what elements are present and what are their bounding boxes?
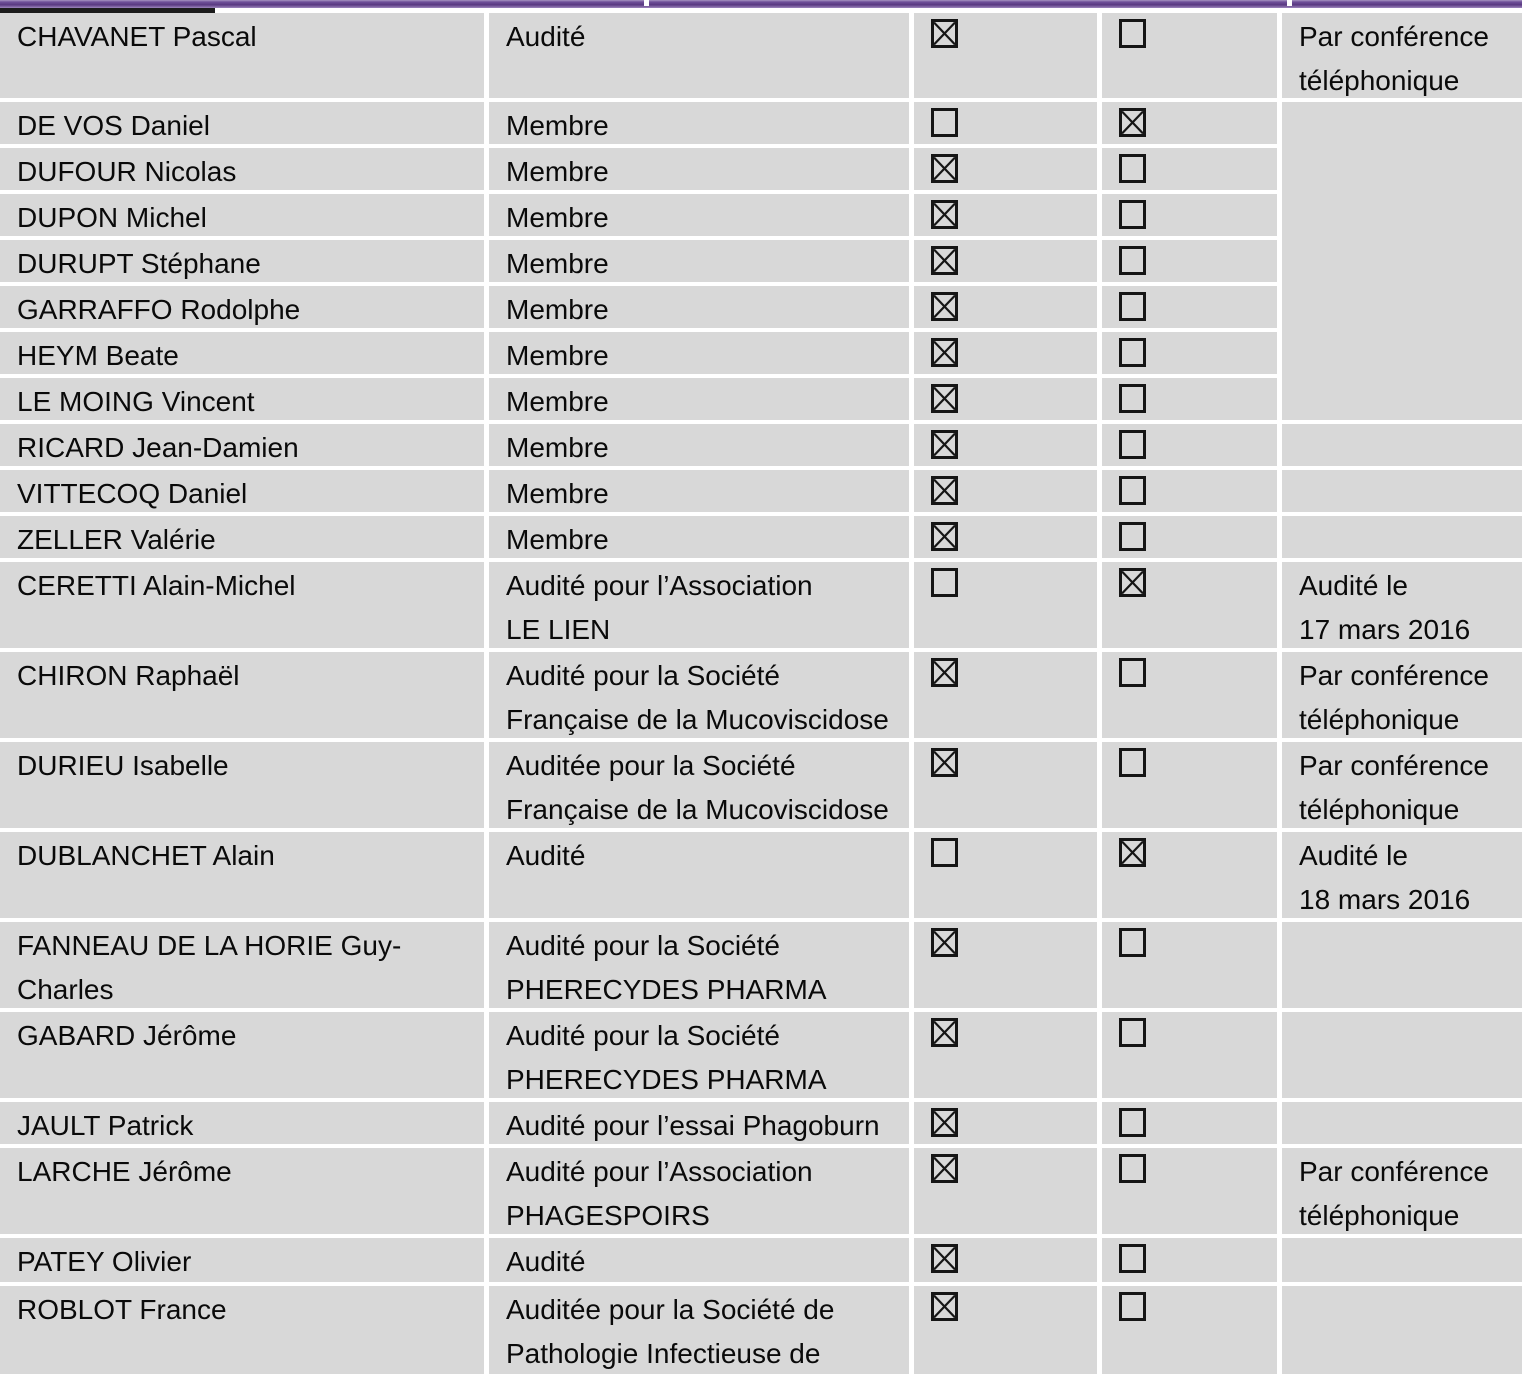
cell-line: Par conférence — [1299, 750, 1489, 781]
checkbox-checked-icon — [1119, 568, 1146, 597]
note-cell — [1282, 516, 1522, 558]
name-cell — [0, 1148, 484, 1234]
checkbox-second-cell — [1102, 148, 1277, 190]
cell-line: ZELLER Valérie — [17, 524, 216, 555]
checkbox-unchecked-icon — [1119, 1108, 1146, 1137]
checkbox-checked-icon — [931, 748, 958, 777]
checkbox-checked-icon — [931, 338, 958, 367]
checkbox-second-cell — [1102, 742, 1277, 828]
checkbox-second-cell — [1102, 13, 1277, 98]
role-cell — [489, 1012, 909, 1098]
note-cell — [1282, 922, 1522, 1008]
name-cell — [0, 13, 484, 98]
checkbox-second-cell — [1102, 240, 1277, 282]
checkbox-checked-icon — [931, 476, 958, 505]
note-cell-merged — [1282, 102, 1522, 420]
checkbox-first-cell — [914, 652, 1097, 738]
name-cell — [0, 832, 484, 918]
role-cell — [489, 652, 909, 738]
cell-line: PHERECYDES PHARMA — [506, 974, 827, 1005]
name-cell — [0, 470, 484, 512]
checkbox-first-cell — [914, 240, 1097, 282]
checkbox-second-cell — [1102, 1102, 1277, 1144]
name-cell — [0, 562, 484, 648]
checkbox-unchecked-icon — [1119, 338, 1146, 367]
checkbox-second-cell — [1102, 832, 1277, 918]
name-cell — [0, 194, 484, 236]
role-cell — [489, 1238, 909, 1282]
cell-line: CHIRON Raphaël — [17, 660, 240, 691]
note-cell — [1282, 562, 1522, 648]
checkbox-second-cell — [1102, 470, 1277, 512]
name-cell — [0, 240, 484, 282]
checkbox-second-cell — [1102, 1238, 1277, 1282]
checkbox-checked-icon — [931, 928, 958, 957]
name-cell — [0, 516, 484, 558]
checkbox-first-cell — [914, 470, 1097, 512]
top-purple-rule — [0, 0, 1522, 8]
cell-line: Membre — [506, 386, 609, 417]
checkbox-first-cell — [914, 562, 1097, 648]
checkbox-checked-icon — [1119, 838, 1146, 867]
checkbox-checked-icon — [931, 430, 958, 459]
cell-line: Membre — [506, 524, 609, 555]
note-cell — [1282, 742, 1522, 828]
checkbox-unchecked-icon — [1119, 1292, 1146, 1321]
cell-line: téléphonique — [1299, 704, 1460, 735]
cell-line: Par conférence — [1299, 660, 1489, 691]
cell-line: DUFOUR Nicolas — [17, 156, 237, 187]
cell-line: Audité — [506, 840, 586, 871]
checkbox-second-cell — [1102, 332, 1277, 374]
role-cell — [489, 922, 909, 1008]
cell-line: HEYM Beate — [17, 340, 179, 371]
checkbox-first-cell — [914, 13, 1097, 98]
cell-line: VITTECOQ Daniel — [17, 478, 248, 509]
cell-line: LE MOING Vincent — [17, 386, 255, 417]
cell-line: DUPON Michel — [17, 202, 207, 233]
cell-line: Membre — [506, 478, 609, 509]
cell-line: Française de la Mucoviscidose — [506, 794, 889, 825]
role-cell — [489, 194, 909, 236]
checkbox-first-cell — [914, 1148, 1097, 1234]
checkbox-unchecked-icon — [1119, 200, 1146, 229]
cell-line: FANNEAU DE LA HORIE Guy- — [17, 930, 402, 961]
checkbox-first-cell — [914, 194, 1097, 236]
cell-line: Par conférence — [1299, 1156, 1489, 1187]
checkbox-second-cell — [1102, 378, 1277, 420]
checkbox-second-cell — [1102, 562, 1277, 648]
checkbox-first-cell — [914, 1238, 1097, 1282]
checkbox-unchecked-icon — [931, 108, 958, 137]
checkbox-second-cell — [1102, 922, 1277, 1008]
role-cell — [489, 1286, 909, 1374]
checkbox-unchecked-icon — [1119, 430, 1146, 459]
checkbox-unchecked-icon — [1119, 748, 1146, 777]
cell-line: Membre — [506, 340, 609, 371]
name-cell — [0, 102, 484, 144]
role-cell — [489, 102, 909, 144]
checkbox-unchecked-icon — [1119, 154, 1146, 183]
checkbox-first-cell — [914, 424, 1097, 466]
name-cell — [0, 1102, 484, 1144]
cell-line: DURIEU Isabelle — [17, 750, 229, 781]
checkbox-checked-icon — [931, 658, 958, 687]
checkbox-checked-icon — [931, 522, 958, 551]
cell-line: Audité pour l’Association — [506, 1156, 813, 1187]
checkbox-unchecked-icon — [1119, 522, 1146, 551]
cell-line: LARCHE Jérôme — [17, 1156, 232, 1187]
note-cell — [1282, 1102, 1522, 1144]
cell-line: CHAVANET Pascal — [17, 21, 257, 52]
cell-line: Audité pour la Société — [506, 1020, 780, 1051]
cell-line: CERETTI Alain-Michel — [17, 570, 296, 601]
role-cell — [489, 1102, 909, 1144]
checkbox-unchecked-icon — [1119, 292, 1146, 321]
checkbox-first-cell — [914, 742, 1097, 828]
cell-line: Membre — [506, 248, 609, 279]
checkbox-unchecked-icon — [1119, 658, 1146, 687]
note-cell — [1282, 424, 1522, 466]
checkbox-unchecked-icon — [1119, 1154, 1146, 1183]
rule-gap — [1287, 0, 1292, 6]
cell-line: Audité — [506, 1246, 586, 1277]
name-cell — [0, 922, 484, 1008]
name-cell — [0, 1238, 484, 1282]
cell-line: PATEY Olivier — [17, 1246, 192, 1277]
checkbox-checked-icon — [931, 1154, 958, 1183]
cell-line: Audité pour la Société — [506, 660, 780, 691]
rule-gap — [644, 0, 649, 6]
note-cell — [1282, 470, 1522, 512]
name-cell — [0, 424, 484, 466]
role-cell — [489, 332, 909, 374]
cell-line: Par conférence — [1299, 21, 1489, 52]
checkbox-checked-icon — [931, 19, 958, 48]
cell-line: Charles — [17, 974, 114, 1005]
cell-line: Audité pour l’Association — [506, 570, 813, 601]
name-cell — [0, 652, 484, 738]
checkbox-second-cell — [1102, 424, 1277, 466]
cell-line: PHERECYDES PHARMA — [506, 1064, 827, 1095]
checkbox-second-cell — [1102, 1148, 1277, 1234]
cell-line: téléphonique — [1299, 65, 1460, 96]
checkbox-first-cell — [914, 286, 1097, 328]
checkbox-unchecked-icon — [1119, 476, 1146, 505]
role-cell — [489, 516, 909, 558]
role-cell — [489, 286, 909, 328]
cell-line: RICARD Jean-Damien — [17, 432, 299, 463]
checkbox-unchecked-icon — [931, 838, 958, 867]
checkbox-checked-icon — [931, 246, 958, 275]
checkbox-second-cell — [1102, 102, 1277, 144]
checkbox-first-cell — [914, 102, 1097, 144]
checkbox-unchecked-icon — [1119, 1018, 1146, 1047]
checkbox-second-cell — [1102, 194, 1277, 236]
name-cell — [0, 286, 484, 328]
role-cell — [489, 562, 909, 648]
checkbox-second-cell — [1102, 516, 1277, 558]
cell-line: ROBLOT France — [17, 1294, 227, 1325]
cell-line: 17 mars 2016 — [1299, 614, 1471, 645]
cell-line: Audité pour l’essai Phagoburn — [506, 1110, 880, 1141]
note-cell — [1282, 1286, 1522, 1374]
role-cell — [489, 13, 909, 98]
cell-line: Audité — [506, 21, 586, 52]
name-cell — [0, 332, 484, 374]
checkbox-first-cell — [914, 832, 1097, 918]
checkbox-unchecked-icon — [1119, 246, 1146, 275]
checkbox-second-cell — [1102, 1286, 1277, 1374]
cell-line: Membre — [506, 156, 609, 187]
cell-line: Française de la Mucoviscidose — [506, 704, 889, 735]
checkbox-checked-icon — [931, 1018, 958, 1047]
cell-line: GABARD Jérôme — [17, 1020, 237, 1051]
role-cell — [489, 424, 909, 466]
checkbox-second-cell — [1102, 286, 1277, 328]
checkbox-unchecked-icon — [1119, 384, 1146, 413]
checkbox-checked-icon — [1119, 108, 1146, 137]
checkbox-checked-icon — [931, 1244, 958, 1273]
cell-line: GARRAFFO Rodolphe — [17, 294, 301, 325]
cell-line: Audité le — [1299, 570, 1408, 601]
checkbox-second-cell — [1102, 1012, 1277, 1098]
checkbox-checked-icon — [931, 1108, 958, 1137]
name-cell — [0, 742, 484, 828]
checkbox-checked-icon — [931, 384, 958, 413]
cell-line: téléphonique — [1299, 794, 1460, 825]
cell-line: Auditée pour la Société de — [506, 1294, 835, 1325]
checkbox-checked-icon — [931, 292, 958, 321]
cell-line: DUBLANCHET Alain — [17, 840, 275, 871]
cell-line: Membre — [506, 202, 609, 233]
checkbox-first-cell — [914, 378, 1097, 420]
cell-line: DURUPT Stéphane — [17, 248, 261, 279]
cell-line: Pathologie Infectieuse de — [506, 1338, 821, 1369]
name-cell — [0, 1012, 484, 1098]
checkbox-unchecked-icon — [1119, 928, 1146, 957]
checkbox-checked-icon — [931, 154, 958, 183]
cell-line: JAULT Patrick — [17, 1110, 194, 1141]
role-cell — [489, 148, 909, 190]
note-cell — [1282, 1012, 1522, 1098]
cell-line: téléphonique — [1299, 1200, 1460, 1231]
role-cell — [489, 1148, 909, 1234]
cell-line: Membre — [506, 294, 609, 325]
name-cell — [0, 1286, 484, 1374]
checkbox-unchecked-icon — [1119, 1244, 1146, 1273]
checkbox-first-cell — [914, 1286, 1097, 1374]
note-cell — [1282, 1238, 1522, 1282]
checkbox-checked-icon — [931, 200, 958, 229]
cell-line: LE LIEN — [506, 614, 611, 645]
note-cell — [1282, 13, 1522, 98]
cell-line: Auditée pour la Société — [506, 750, 796, 781]
note-cell — [1282, 652, 1522, 738]
role-cell — [489, 378, 909, 420]
note-cell — [1282, 1148, 1522, 1234]
name-cell — [0, 378, 484, 420]
name-cell — [0, 148, 484, 190]
checkbox-checked-icon — [931, 1292, 958, 1321]
cell-line: 18 mars 2016 — [1299, 884, 1471, 915]
cell-line: Membre — [506, 432, 609, 463]
note-cell — [1282, 832, 1522, 918]
checkbox-first-cell — [914, 332, 1097, 374]
checkbox-first-cell — [914, 1012, 1097, 1098]
role-cell — [489, 742, 909, 828]
checkbox-first-cell — [914, 922, 1097, 1008]
role-cell — [489, 470, 909, 512]
checkbox-first-cell — [914, 516, 1097, 558]
cell-line: DE VOS Daniel — [17, 110, 210, 141]
cell-line: PHAGESPOIRS — [506, 1200, 710, 1231]
audit-table — [0, 13, 1522, 1374]
checkbox-unchecked-icon — [1119, 19, 1146, 48]
cell-line: Audité pour la Société — [506, 930, 780, 961]
checkbox-first-cell — [914, 148, 1097, 190]
role-cell — [489, 832, 909, 918]
checkbox-first-cell — [914, 1102, 1097, 1144]
role-cell — [489, 240, 909, 282]
cell-line: Membre — [506, 110, 609, 141]
checkbox-unchecked-icon — [931, 568, 958, 597]
checkbox-second-cell — [1102, 652, 1277, 738]
cell-line: Audité le — [1299, 840, 1408, 871]
